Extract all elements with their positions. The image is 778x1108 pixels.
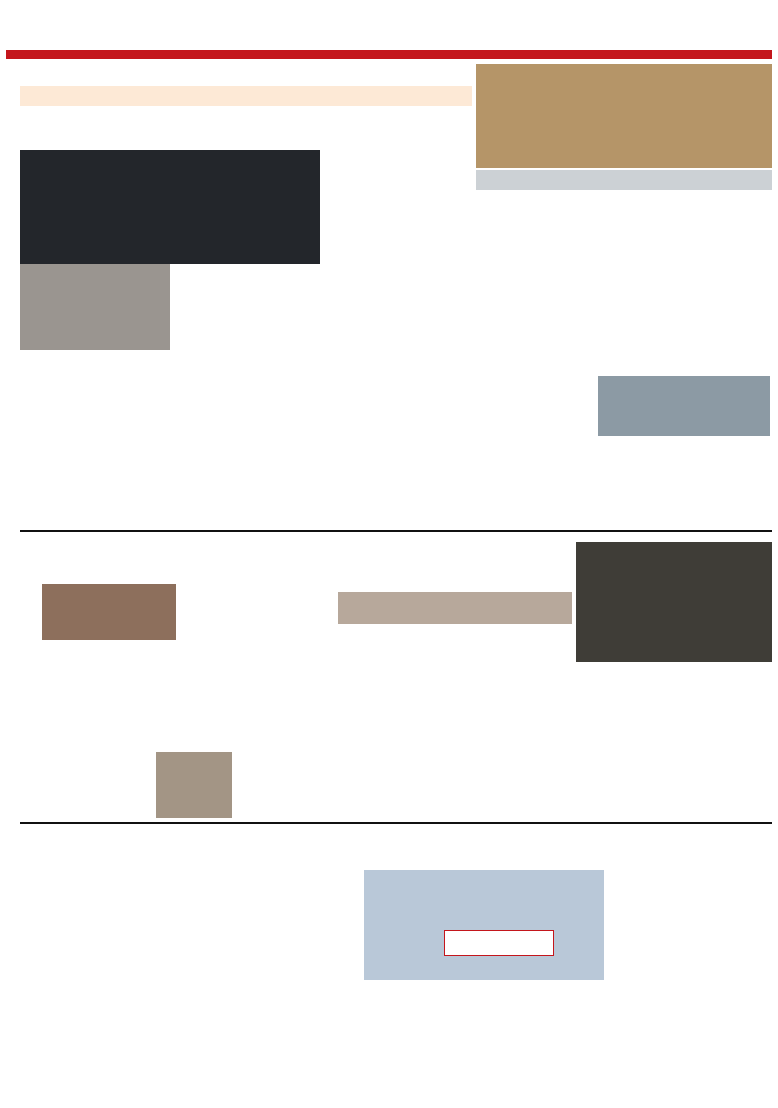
byline-s6 (216, 590, 336, 602)
photo-ngo (338, 592, 572, 624)
headline-bhakisangh (240, 830, 772, 860)
body-s8 (42, 752, 152, 818)
body-s9 (342, 776, 568, 818)
headline-heatwave (42, 712, 342, 738)
divider-s9 (20, 822, 772, 824)
masthead-page-info (8, 2, 78, 46)
masthead-brand-block (610, 26, 770, 50)
photo-boring-machine (476, 64, 772, 168)
subheadline-s1 (322, 152, 470, 170)
photo-cleaners (42, 584, 176, 640)
banner-bks (444, 930, 554, 956)
body-s1-col2 (176, 352, 316, 396)
body-s1-col1 (20, 352, 170, 396)
body-s2 (476, 260, 622, 316)
body-s5 (42, 656, 228, 706)
body-s2-col2 (626, 246, 772, 316)
body-s3 (20, 434, 472, 518)
caption-s8 (236, 806, 332, 818)
byline-s5 (42, 642, 176, 654)
headline-ngo (216, 538, 572, 590)
photo-handover (598, 376, 770, 436)
photo-sp (156, 752, 232, 818)
headline-electricity (20, 110, 460, 154)
photo-street (20, 264, 170, 350)
kicker-s1 (20, 86, 472, 106)
byline-s2 (476, 248, 616, 260)
byline-s8 (42, 740, 182, 752)
photo-bhakisangh (364, 870, 604, 980)
headline-snakebite (476, 322, 772, 372)
headline-boring (476, 196, 772, 246)
photo-well (576, 542, 772, 662)
newspaper-title (160, 0, 630, 46)
dateline-s3 (20, 422, 170, 434)
body-s6 (216, 606, 334, 706)
body-s7 (576, 724, 772, 772)
photo-night-repair (20, 150, 320, 264)
headline-tap (428, 740, 568, 774)
divider-s3 (20, 530, 772, 532)
body-s11 (240, 874, 360, 944)
headline-missing-man (576, 662, 772, 722)
photo-team (476, 170, 772, 190)
byline-s11 (240, 862, 380, 874)
headline-cleaners (42, 536, 204, 584)
masthead-bar (6, 50, 772, 59)
body-s10 (20, 882, 230, 942)
body-s1 (322, 172, 470, 264)
body-s4 (476, 386, 594, 450)
dateline-s10 (20, 868, 60, 880)
headline-illegal-load (20, 396, 472, 420)
headline-ekyc (20, 826, 240, 866)
body-s1-col3 (322, 352, 470, 396)
byline-s4 (476, 374, 616, 386)
